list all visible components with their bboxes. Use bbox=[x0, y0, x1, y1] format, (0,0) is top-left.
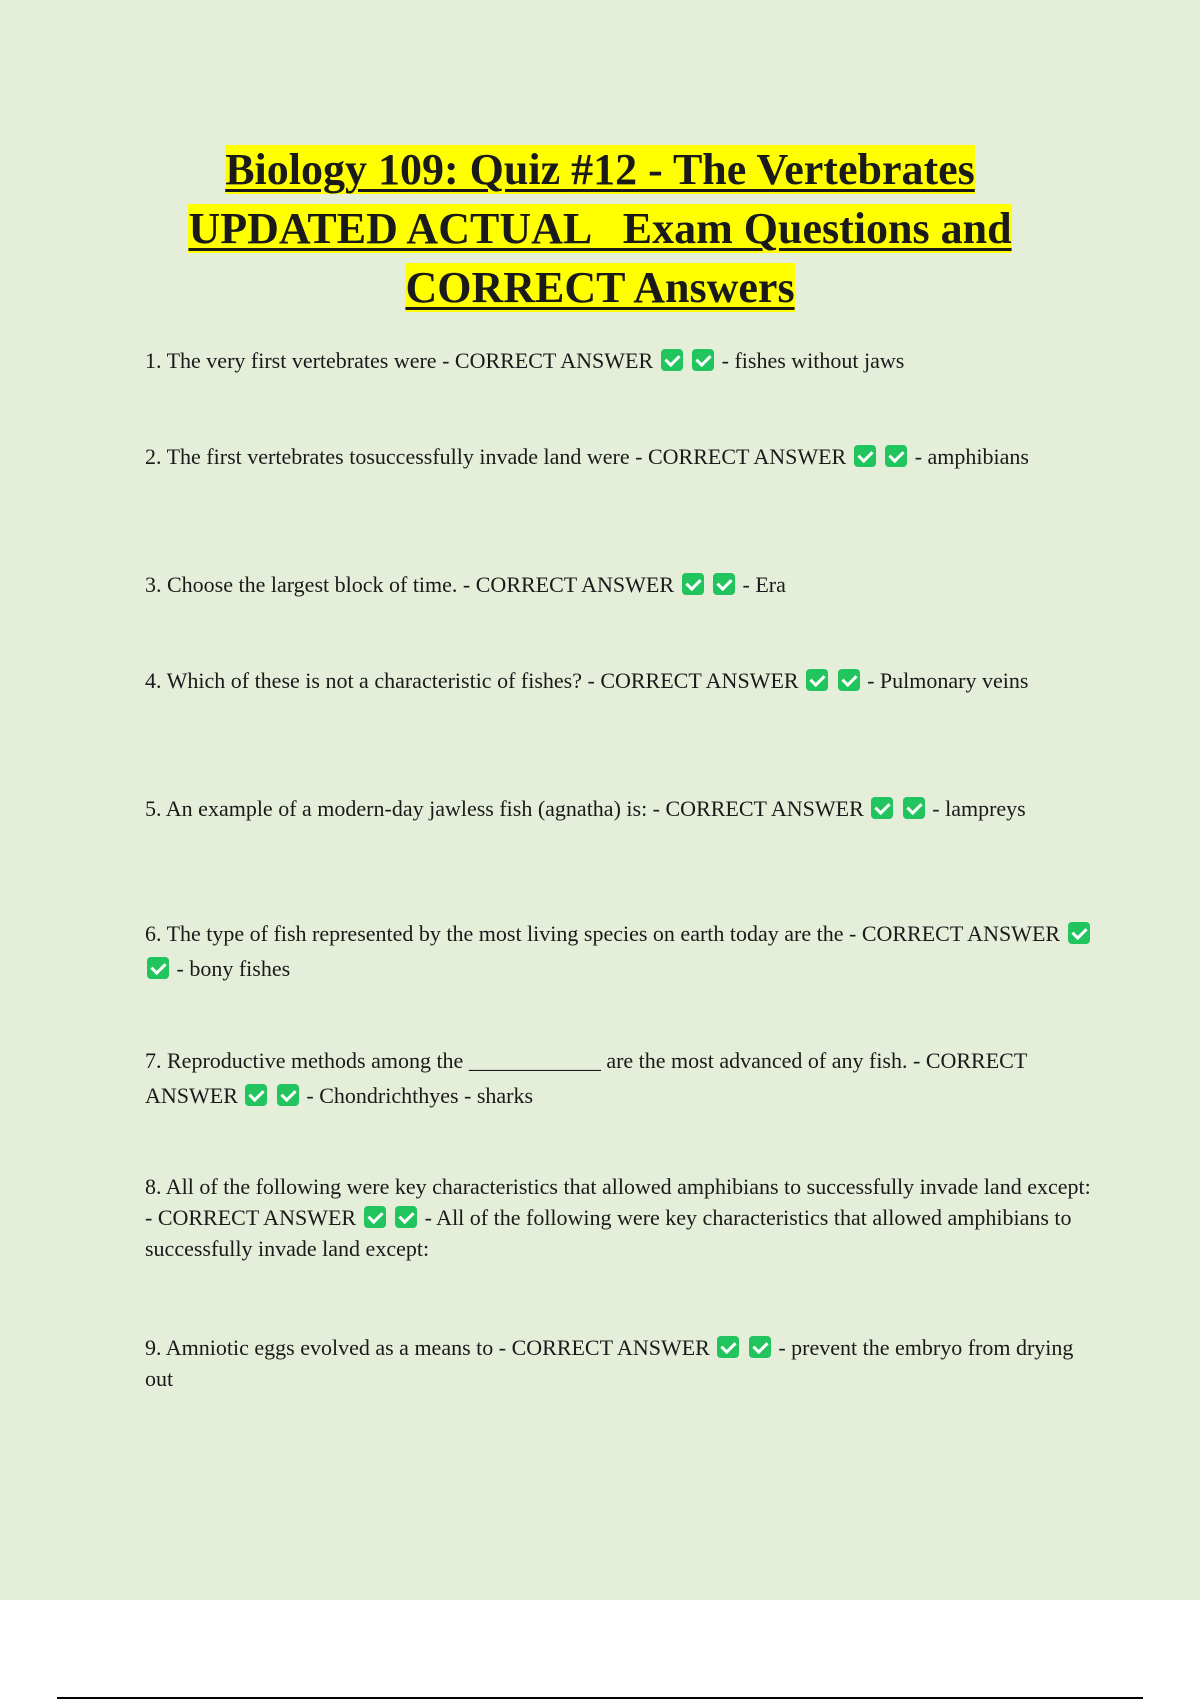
question-text: 2. The first vertebrates tosuccessfully invade land were - CORRECT ANSWER bbox=[145, 444, 847, 469]
question-text: 7. Reproductive methods among the ____________ are the most advanced of any fish. - CORRECT ANSWER bbox=[145, 1048, 1027, 1108]
question-item bbox=[145, 916, 1095, 986]
check-mark-icon bbox=[147, 957, 169, 979]
answer-text: - Era bbox=[742, 572, 786, 597]
question-text: 3. Choose the largest block of time. - CORRECT ANSWER bbox=[145, 572, 674, 597]
check-mark-icon bbox=[885, 445, 907, 467]
question-item bbox=[145, 1043, 1095, 1113]
check-mark-icon bbox=[838, 669, 860, 691]
answer-text: - Pulmonary veins bbox=[867, 668, 1029, 693]
question-text: 1. The very first vertebrates were - CORRECT ANSWER bbox=[145, 348, 654, 373]
check-mark-icon bbox=[364, 1206, 386, 1228]
answer-text: - Chondrichthyes - sharks bbox=[306, 1083, 534, 1108]
title-line-1: Biology 109: Quiz #12 - The Vertebrates bbox=[225, 145, 975, 194]
question-text: 4. Which of these is not a characteristic of fishes? - CORRECT ANSWER bbox=[145, 668, 799, 693]
question-item bbox=[145, 665, 1095, 696]
check-mark-icon bbox=[277, 1084, 299, 1106]
title-line-2: UPDATED ACTUAL Exam Questions and bbox=[188, 204, 1012, 253]
answer-text: - prevent the embryo from drying out bbox=[145, 1335, 1074, 1391]
check-mark-icon bbox=[245, 1084, 267, 1106]
answer-text: - amphibians bbox=[914, 444, 1029, 469]
title-line-3: CORRECT Answers bbox=[405, 263, 795, 312]
answer-text: - lampreys bbox=[932, 796, 1026, 821]
question-item bbox=[145, 441, 1095, 472]
answer-text: - bony fishes bbox=[176, 956, 291, 981]
question-text: 5. An example of a modern-day jawless fish (agnatha) is: - CORRECT ANSWER bbox=[145, 796, 864, 821]
question-item bbox=[145, 569, 1095, 600]
check-mark-icon bbox=[871, 797, 893, 819]
check-mark-icon bbox=[661, 349, 683, 371]
answer-text: - All of the following were key characteristics that allowed amphibians to successfully invade land except: bbox=[145, 1205, 1072, 1261]
check-mark-icon bbox=[713, 573, 735, 595]
check-mark-icon bbox=[692, 349, 714, 371]
check-mark-icon bbox=[854, 445, 876, 467]
check-mark-icon bbox=[806, 669, 828, 691]
question-item bbox=[145, 345, 1095, 376]
question-item bbox=[145, 1171, 1095, 1264]
answer-text: - fishes without jaws bbox=[721, 348, 905, 373]
question-text: 6. The type of fish represented by the most living species on earth today are the - CORRECT ANSWER bbox=[145, 921, 1061, 946]
question-item bbox=[145, 1332, 1095, 1394]
check-mark-icon bbox=[903, 797, 925, 819]
check-mark-icon bbox=[395, 1206, 417, 1228]
check-mark-icon bbox=[717, 1336, 739, 1358]
footer-divider bbox=[57, 1697, 1143, 1699]
check-mark-icon bbox=[749, 1336, 771, 1358]
check-mark-icon bbox=[1068, 922, 1090, 944]
question-item bbox=[145, 793, 1095, 824]
question-text: 8. All of the following were key characteristics that allowed amphibians to successfully invade land except: - CORRECT ANSWER bbox=[145, 1174, 1091, 1230]
check-mark-icon bbox=[682, 573, 704, 595]
question-text: 9. Amniotic eggs evolved as a means to - CORRECT ANSWER bbox=[145, 1335, 710, 1360]
document-title bbox=[0, 140, 1200, 317]
